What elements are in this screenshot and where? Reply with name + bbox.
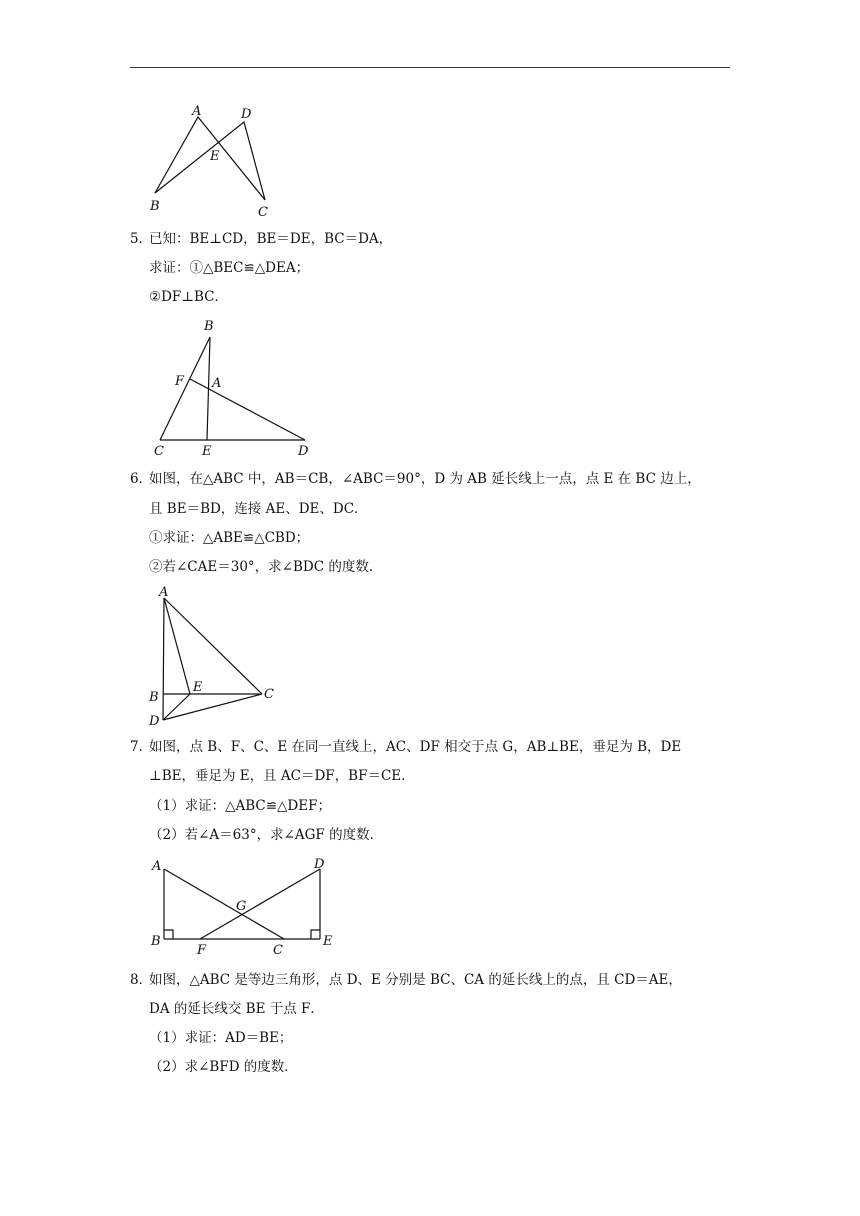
problem-7-line-2: ⊥BE，垂足为 E，且 AC＝DF，BF＝CE．	[149, 768, 415, 784]
fig5-label-c: C	[154, 444, 164, 459]
problem-5-line-1: 已知：BE⊥CD，BE＝DE，BC＝DA，	[149, 231, 393, 247]
fig5-line-bc	[160, 337, 210, 440]
fig7-line-ac	[164, 869, 284, 939]
problem-5-line-2: 求证：①△BEC≌△DEA；	[149, 260, 310, 276]
fig6-line-ad	[163, 598, 164, 720]
figure-4-diagram	[140, 100, 290, 225]
fig6-label-d: D	[149, 714, 160, 729]
problem-8-line-3: （1）求证：AD＝BE；	[149, 1030, 293, 1046]
fig6-line-ac	[164, 598, 262, 694]
problem-8-line-1: 如图，△ABC 是等边三角形，点 D、E 分别是 BC、CA 的延长线上的点，且 CD＝AE，	[149, 972, 682, 988]
fig7-label-d: D	[314, 857, 325, 872]
fig7-line-df	[200, 869, 320, 939]
fig7-label-b: B	[151, 934, 161, 949]
problem-5-number: 5．	[130, 231, 153, 247]
fig4-label-a: A	[192, 104, 202, 119]
problem-7-number: 7．	[130, 739, 153, 755]
problem-8-number: 8．	[130, 972, 153, 988]
fig7-right-angle-e	[311, 930, 320, 939]
problem-6-line-2: 且 BE＝BD，连接 AE、DE、DC．	[149, 501, 368, 517]
problem-5-line-3: ②DF⊥BC．	[149, 289, 228, 305]
problem-6-line-1: 如图，在△ABC 中，AB＝CB，∠ABC＝90°，D 为 AB 延长线上一点，点 E 在 BC 边上，	[149, 471, 701, 487]
problem-7-line-1: 如图，点 B、F、C、E 在同一直线上，AC、DF 相交于点 G，AB⊥BE，垂足为 B，DE	[149, 739, 682, 755]
header-rule	[130, 67, 730, 68]
fig6-label-b: B	[149, 690, 159, 705]
problem-6-line-3: ①求证：△ABE≌△CBD；	[149, 530, 310, 546]
fig5-label-b: B	[204, 319, 214, 334]
fig6-label-a: A	[159, 585, 169, 600]
figure-7-diagram	[140, 850, 350, 960]
fig6-label-c: C	[264, 687, 274, 702]
fig7-label-c: C	[273, 943, 283, 958]
fig7-label-g: G	[236, 899, 247, 914]
problem-6-number: 6．	[130, 471, 153, 487]
fig4-label-c: C	[258, 205, 268, 220]
fig4-label-d: D	[241, 107, 252, 122]
fig4-label-e: E	[210, 149, 220, 164]
fig7-label-f: F	[197, 943, 207, 958]
fig7-label-a: A	[152, 859, 162, 874]
fig6-line-ae	[164, 598, 190, 694]
fig6-label-e: E	[193, 680, 203, 695]
problem-8-line-2: DA 的延长线交 BE 于点 F．	[149, 1001, 324, 1017]
problem-6-line-4: ②若∠CAE＝30°，求∠BDC 的度数．	[149, 559, 383, 575]
figure-6-diagram	[140, 582, 290, 732]
problem-7-line-4: （2）若∠A＝63°，求∠AGF 的度数．	[149, 827, 384, 843]
fig6-line-dc	[163, 694, 262, 720]
fig4-label-b: B	[150, 199, 160, 214]
fig7-right-angle-b	[164, 930, 173, 939]
fig5-label-a: A	[212, 376, 222, 391]
problem-7-line-3: （1）求证：△ABC≌△DEF；	[149, 798, 331, 814]
problem-8-line-4: （2）求∠BFD 的度数．	[149, 1059, 298, 1075]
figure-5-diagram	[140, 315, 340, 465]
fig5-label-d: D	[298, 444, 309, 459]
fig5-label-f: F	[175, 374, 185, 389]
fig5-label-e: E	[202, 444, 212, 459]
fig7-label-e: E	[323, 934, 333, 949]
